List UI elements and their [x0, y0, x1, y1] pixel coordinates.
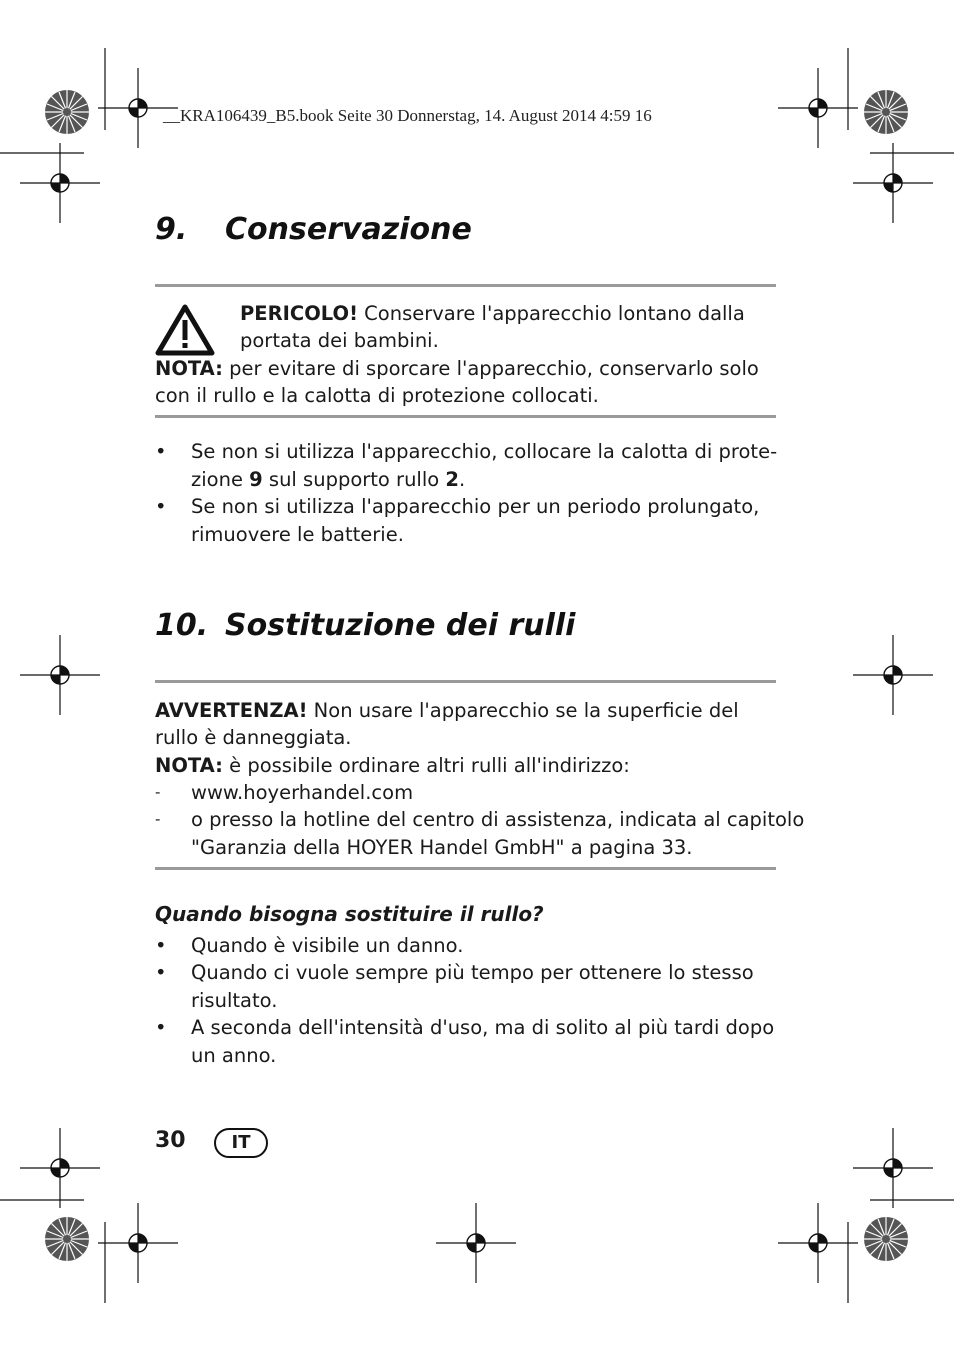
- list-item: [155, 959, 780, 1014]
- section-10-heading: [155, 608, 575, 643]
- notice-box-top-rule: [155, 284, 776, 287]
- bullet-marker: •: [155, 1016, 167, 1039]
- bullet-marker: •: [155, 961, 167, 984]
- notice-box-bottom-rule: [155, 867, 776, 870]
- list-item: [155, 806, 805, 861]
- bullet-marker: •: [155, 934, 167, 957]
- list-item: [155, 493, 780, 548]
- danger-label: PERICOLO!: [240, 302, 358, 325]
- list-item: [155, 932, 780, 960]
- danger-text: Conservare l'apparecchio lontano dalla: [357, 302, 745, 325]
- warning-text: Non usare l'apparecchio se la superficie del: [307, 699, 739, 722]
- bullet-marker: •: [155, 495, 167, 518]
- print-file-info: __KRA106439_B5.book Seite 30 Donnerstag, 14. August 2014 4:59 16: [163, 106, 652, 125]
- list-item-line: rimuovere le batterie.: [191, 522, 404, 546]
- list-item-line: Se non si utilizza l'apparecchio, collocare la calotta di prote-: [191, 440, 778, 463]
- warning-notice-line1: [155, 697, 739, 725]
- subheading: Quando bisogna sostituire il rullo?: [155, 902, 544, 926]
- section-10-number: 10.: [155, 608, 209, 643]
- warning-notice-line2: rullo è danneggiata.: [155, 726, 352, 749]
- warning-label: AVVERTENZA!: [155, 699, 308, 722]
- list-item-line: "Garanzia della HOYER Handel GmbH" a pagina 33.: [191, 835, 693, 859]
- dash-marker: -: [155, 783, 161, 801]
- section-9-number: 9.: [155, 212, 188, 247]
- page-number: 30: [155, 1128, 186, 1153]
- list-item-line: A seconda dell'intensità d'uso, ma di solito al più tardi dopo: [191, 1016, 775, 1039]
- note-line1: [155, 355, 759, 383]
- list-item: [155, 1014, 780, 1069]
- list-item-line: zione 9 sul supporto rullo 2.: [191, 467, 466, 491]
- danger-notice-line2: portata dei bambini.: [240, 329, 439, 352]
- note-label: NOTA:: [155, 357, 223, 380]
- note-text: per evitare di sporcare l'apparecchio, conservarlo solo: [222, 357, 759, 380]
- list-item-line: risultato.: [191, 988, 278, 1012]
- note-line1: [155, 752, 630, 780]
- section-10-title: Sostituzione dei rulli: [225, 608, 576, 643]
- bullet-marker: •: [155, 440, 167, 463]
- list-item: [155, 438, 780, 493]
- notice-box-bottom-rule: [155, 415, 776, 418]
- danger-notice-line1: [240, 300, 745, 328]
- website-link-text: www.hoyerhandel.com: [191, 781, 414, 804]
- warning-triangle-icon: [155, 304, 215, 356]
- language-badge: IT: [214, 1128, 268, 1158]
- list-item-line: un anno.: [191, 1043, 277, 1067]
- section-9-title: Conservazione: [225, 212, 472, 247]
- list-item-line: Quando ci vuole sempre più tempo per ottenere lo stesso: [191, 961, 754, 984]
- list-item-line: Quando è visibile un danno.: [191, 934, 464, 957]
- list-item-line: o presso la hotline del centro di assistenza, indicata al capitolo: [191, 808, 805, 831]
- list-item-line: Se non si utilizza l'apparecchio per un periodo prolungato,: [191, 495, 760, 518]
- list-item: [155, 779, 780, 807]
- notice-box-top-rule: [155, 680, 776, 683]
- dash-marker: -: [155, 810, 161, 828]
- note-line2: con il rullo e la calotta di protezione collocati.: [155, 384, 599, 407]
- section-9-heading: [155, 212, 472, 247]
- note-label: NOTA:: [155, 754, 223, 777]
- note-text: è possibile ordinare altri rulli all'indirizzo:: [222, 754, 630, 777]
